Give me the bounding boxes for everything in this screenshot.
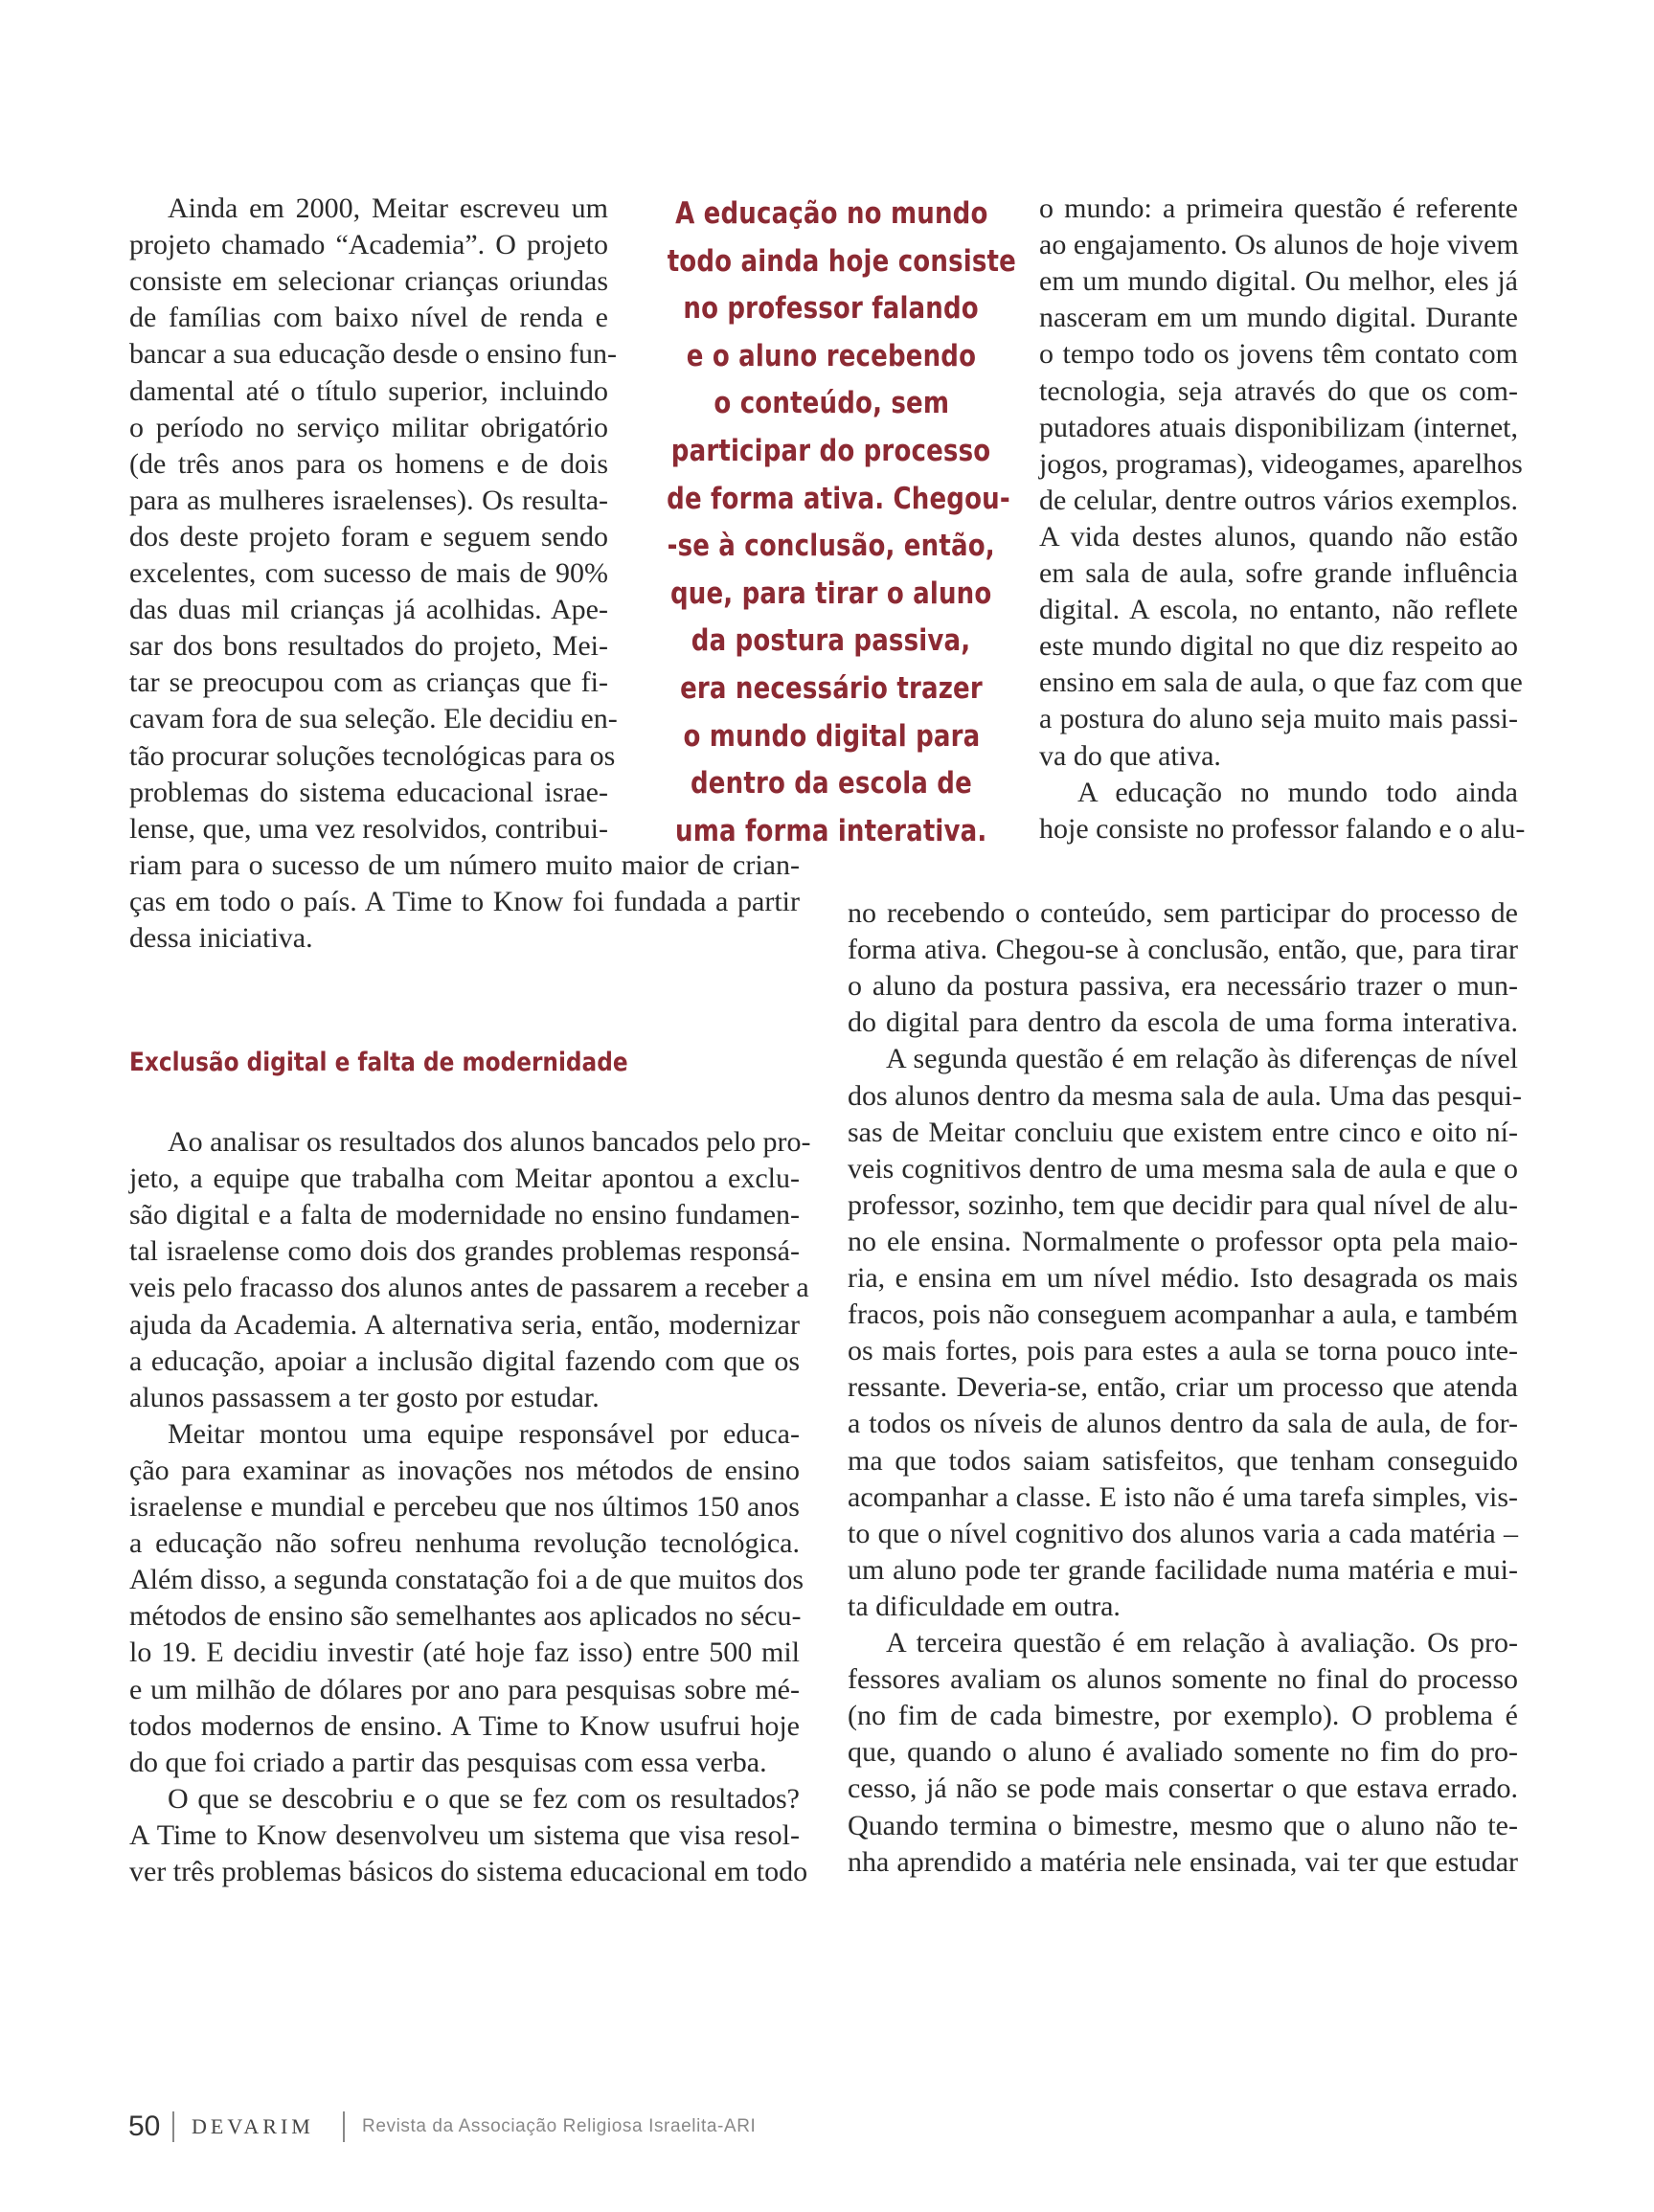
text-line: A vida destes alunos, quando não estão bbox=[1039, 520, 1518, 553]
text-line: tão procurar soluções tecnológicas para os bbox=[129, 739, 616, 772]
text-line: Meitar montou uma equipe responsável por educa- bbox=[168, 1417, 800, 1450]
pull-quote-text: que, para tirar o aluno bbox=[670, 576, 992, 611]
text-line: cesso, já não se pode mais consertar o que estava errado. bbox=[848, 1772, 1518, 1805]
text-line: O que se descobriu e o que se fez com os resultados? bbox=[168, 1782, 800, 1815]
text-line: ma que todos saiam satisfeitos, que tenham conseguido bbox=[848, 1444, 1518, 1477]
text-line: excelentes, com sucesso de mais de 90% bbox=[129, 557, 608, 589]
text-line: putadores atuais disponibilizam (internet, bbox=[1039, 411, 1518, 443]
text-line: nha aprendido a matéria nele ensinada, vai ter que estudar bbox=[848, 1845, 1518, 1878]
text-line: (no fim de cada bimestre, por exemplo). O problema é bbox=[848, 1700, 1518, 1732]
text-line: de celular, dentre outros vários exemplos. bbox=[1039, 484, 1518, 516]
text-line: e um milhão de dólares por ano para pesquisas sobre mé- bbox=[129, 1673, 800, 1705]
pull-quote-text: de forma ativa. Chegou- bbox=[667, 481, 1010, 516]
pull-quote-line bbox=[634, 427, 1029, 475]
pull-quote-line bbox=[634, 665, 1029, 712]
text-line: jogos, programas), videogames, aparelhos bbox=[1039, 447, 1523, 480]
text-line: métodos de ensino são semelhantes aos aplicados no sécu- bbox=[129, 1600, 802, 1633]
pull-quote-text: no professor falando bbox=[683, 291, 980, 327]
text-line: o aluno da postura passiva, era necessário trazer o mun- bbox=[848, 970, 1518, 1003]
text-line: Ainda em 2000, Meitar escreveu um bbox=[168, 192, 608, 224]
pull-quote-line bbox=[634, 759, 1029, 807]
text-line: alunos passassem a ter gosto por estudar. bbox=[129, 1381, 600, 1413]
pull-quote-line bbox=[634, 522, 1029, 570]
text-line: lo 19. E decidiu investir (até hoje faz isso) entre 500 mil bbox=[129, 1636, 800, 1669]
text-line: o mundo: a primeira questão é referente bbox=[1039, 192, 1518, 224]
text-line: ressante. Deveria-se, então, criar um processo que atenda bbox=[848, 1371, 1518, 1404]
pull-quote-text: uma forma interativa. bbox=[675, 813, 987, 848]
text-line: a todos os níveis de alunos dentro da sala de aula, de for- bbox=[848, 1408, 1518, 1440]
pull-quote-text: participar do processo bbox=[671, 434, 991, 468]
text-line: em um mundo digital. Ou melhor, eles já bbox=[1039, 265, 1518, 298]
text-line: do que foi criado a partir das pesquisas com essa verba. bbox=[129, 1746, 767, 1778]
text-line: ver três problemas básicos do sistema educacional em todo bbox=[129, 1856, 808, 1887]
text-line: israelense e mundial e percebeu que nos últimos 150 anos bbox=[129, 1491, 800, 1523]
pull-quote-line bbox=[634, 379, 1029, 427]
text-line: a postura do aluno seja muito mais passi- bbox=[1039, 703, 1518, 735]
footer-divider bbox=[172, 2111, 174, 2142]
text-line: veis pelo fracasso dos alunos antes de passarem a receber a bbox=[129, 1272, 809, 1304]
text-line: um aluno pode ter grande facilidade numa matéria e mui- bbox=[848, 1553, 1518, 1586]
text-line: va do que ativa. bbox=[1039, 739, 1221, 772]
text-line: ao engajamento. Os alunos de hoje vivem bbox=[1039, 229, 1519, 261]
text-line: to que o nível cognitivo dos alunos varia a cada matéria – bbox=[848, 1517, 1518, 1549]
pull-quote-line bbox=[634, 284, 1029, 332]
text-line: digital. A escola, no entanto, não reflete bbox=[1039, 594, 1518, 626]
text-line: sar dos bons resultados do projeto, Mei- bbox=[129, 630, 608, 663]
text-line: Além disso, a segunda constatação foi a de que muitos dos bbox=[129, 1564, 804, 1596]
publication-name: Revista da Associação Religiosa Israelita-ARI bbox=[362, 2116, 757, 2136]
text-line: cavam fora de sua seleção. Ele decidiu en- bbox=[129, 703, 618, 735]
text-line: lense, que, uma vez resolvidos, contribui- bbox=[129, 812, 608, 845]
text-line: dos alunos dentro da mesma sala de aula. Uma das pesqui- bbox=[848, 1079, 1522, 1112]
text-line: tecnologia, seja através do que os com- bbox=[1039, 374, 1518, 407]
text-line: jeto, a equipe que trabalha com Meitar apontou a exclu- bbox=[129, 1162, 800, 1195]
pull-quote-line bbox=[634, 617, 1029, 665]
text-line: forma ativa. Chegou-se à conclusão, então, que, para tirar bbox=[848, 934, 1518, 966]
text-line: acompanhar a classe. E isto não é uma tarefa simples, vis- bbox=[848, 1480, 1518, 1513]
text-line: são digital e a falta de modernidade no ensino fundamen- bbox=[129, 1199, 800, 1231]
text-line: de famílias com baixo nível de renda e bbox=[129, 302, 608, 334]
text-line: Ao analisar os resultados dos alunos bancados pelo pro- bbox=[168, 1126, 811, 1158]
text-line: a educação não sofreu nenhuma revolução tecnológica. bbox=[129, 1527, 800, 1560]
text-line: nasceram em um mundo digital. Durante bbox=[1039, 302, 1518, 334]
text-line: dos deste projeto foram e seguem sendo bbox=[129, 520, 608, 553]
text-line: ças em todo o país. A Time to Know foi fundada a partir bbox=[129, 885, 800, 917]
text-line: no ele ensina. Normalmente o professor opta pela maio- bbox=[848, 1225, 1518, 1257]
text-line: este mundo digital no que diz respeito ao bbox=[1039, 630, 1518, 663]
pull-quote-text: todo ainda hoje consiste bbox=[667, 243, 1016, 279]
pull-quote-text: era necessário trazer bbox=[680, 671, 983, 706]
text-line: A Time to Know desenvolveu um sistema que visa resol- bbox=[129, 1818, 800, 1851]
text-line: do digital para dentro da escola de uma forma interativa. bbox=[848, 1006, 1518, 1039]
pull-quote-line bbox=[634, 570, 1029, 618]
pull-quote-text: A educação no mundo bbox=[674, 196, 988, 231]
text-line: no recebendo o conteúdo, sem participar do processo de bbox=[848, 897, 1518, 929]
text-line: A terceira questão é em relação à avaliação. Os pro- bbox=[886, 1627, 1518, 1659]
pull-quote-text: da postura passiva, bbox=[691, 623, 971, 659]
text-line: ção para examinar as inovações nos métodos de ensino bbox=[129, 1454, 800, 1486]
pull-quote-text: o mundo digital para bbox=[683, 718, 980, 754]
text-line: tal israelense como dois dos grandes problemas responsá- bbox=[129, 1235, 800, 1268]
text-line: hoje consiste no professor falando e o alu- bbox=[1039, 812, 1526, 845]
text-line: problemas do sistema educacional israe- bbox=[129, 776, 608, 808]
pull-quote-text: -se à conclusão, então, bbox=[667, 529, 996, 564]
text-line: riam para o sucesso de um número muito maior de crian- bbox=[129, 848, 800, 881]
text-line: Quando termina o bimestre, mesmo que o aluno não te- bbox=[848, 1809, 1518, 1841]
text-line: ajuda da Academia. A alternativa seria, então, modernizar bbox=[129, 1308, 800, 1341]
text-line: damental até o título superior, incluindo bbox=[129, 374, 608, 407]
pull-quote-line bbox=[634, 237, 1029, 285]
text-line: sas de Meitar concluiu que existem entre cinco e oito ní- bbox=[848, 1116, 1518, 1148]
pull-quote-line bbox=[634, 807, 1029, 855]
text-line: projeto chamado “Academia”. O projeto bbox=[129, 229, 608, 261]
text-line: professor, sozinho, tem que decidir para qual nível de alu- bbox=[848, 1188, 1518, 1221]
text-line: em sala de aula, sofre grande influência bbox=[1039, 557, 1518, 589]
text-line: que, quando o aluno é avaliado somente no fim do pro- bbox=[848, 1736, 1518, 1769]
text-line: das duas mil crianças já acolhidas. Ape- bbox=[129, 594, 608, 626]
pull-quote-line bbox=[634, 190, 1029, 237]
text-line: todos modernos de ensino. A Time to Know usufrui hoje bbox=[129, 1709, 800, 1742]
pull-quote-line bbox=[634, 712, 1029, 760]
text-line: dessa iniciativa. bbox=[129, 922, 313, 954]
page-number: 50 bbox=[128, 2110, 161, 2142]
pull-quote-text: dentro da escola de bbox=[691, 766, 972, 801]
text-line: tar se preocupou com as crianças que fi- bbox=[129, 666, 608, 699]
text-line: a educação, apoiar a inclusão digital fazendo com que os bbox=[129, 1344, 800, 1377]
text-line: ta dificuldade em outra. bbox=[848, 1590, 1121, 1622]
text-line: para as mulheres israelenses). Os resulta- bbox=[129, 484, 608, 516]
text-line: consiste em selecionar crianças oriundas bbox=[129, 265, 608, 298]
text-line: os mais fortes, pois para estes a aula se torna pouco inte- bbox=[848, 1335, 1518, 1367]
pull-quote-line bbox=[634, 332, 1029, 380]
section-heading: Exclusão digital e falta de modernidade bbox=[129, 1048, 628, 1077]
text-line: A segunda questão é em relação às diferenças de nível bbox=[886, 1043, 1518, 1075]
text-line: (de três anos para os homens e de dois bbox=[129, 447, 608, 480]
text-line: fessores avaliam os alunos somente no final do processo bbox=[848, 1663, 1518, 1696]
text-line: ria, e ensina em um nível médio. Isto desagrada os mais bbox=[848, 1262, 1518, 1294]
magazine-name: DEVARIM bbox=[192, 2114, 314, 2138]
text-line: fracos, pois não conseguem acompanhar a aula, e também bbox=[848, 1298, 1518, 1331]
text-line: o tempo todo os jovens têm contato com bbox=[1039, 338, 1518, 371]
pull-quote-text: o conteúdo, sem bbox=[714, 386, 949, 421]
text-line: A educação no mundo todo ainda bbox=[1077, 776, 1518, 808]
footer-divider bbox=[343, 2111, 345, 2142]
pull-quote-text: e o aluno recebendo bbox=[686, 338, 977, 373]
text-line: bancar a sua educação desde o ensino fun- bbox=[129, 338, 617, 371]
text-line: ensino em sala de aula, o que faz com que bbox=[1039, 666, 1523, 699]
text-line: veis cognitivos dentro de uma mesma sala de aula e que o bbox=[848, 1152, 1518, 1185]
pull-quote-line bbox=[634, 475, 1029, 523]
text-line: o período no serviço militar obrigatório bbox=[129, 411, 608, 443]
